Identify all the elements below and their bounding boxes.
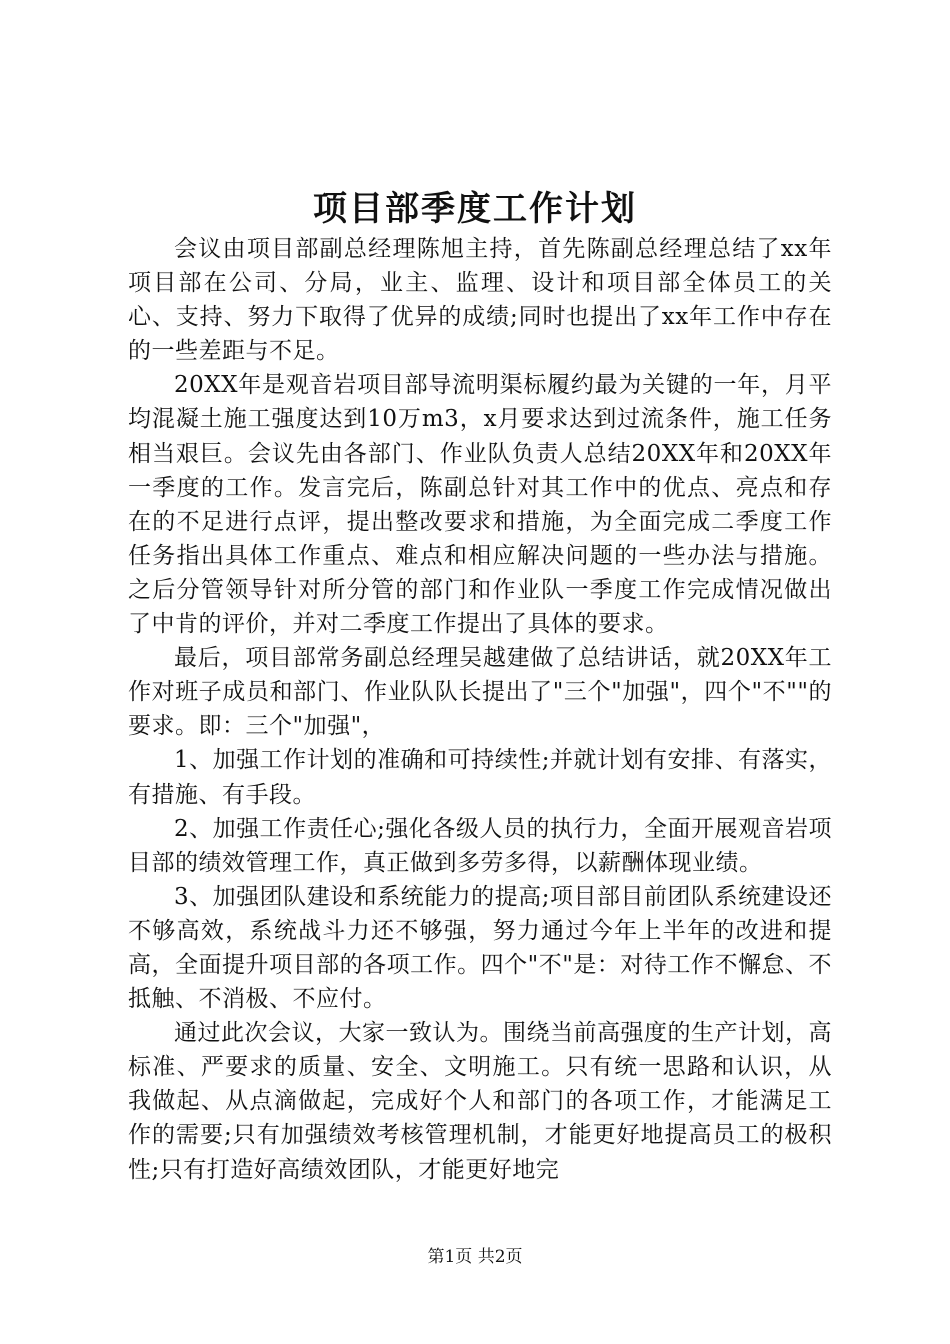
paragraph: 会议由项目部副总经理陈旭主持，首先陈副总经理总结了xx年项目部在公司、分局，业主、监理、设计和项目部全体员工的关心、支持、努力下取得了优异的成绩;同时也提出了xx年工作中存在的一些差距与不足。 [128, 236, 832, 365]
page-number-footer: 第1页 共2页 [427, 1247, 523, 1267]
paragraph: 最后，项目部常务副总经理吴越建做了总结讲话，就20XX年工作对班子成员和部门、作业队队长提出了"三个"加强"，四个"不""的要求。即：三个"加强"， [128, 645, 832, 740]
paragraph: 3、加强团队建设和系统能力的提高;项目部目前团队系统建设还不够高效，系统战斗力还不够强，努力通过今年上半年的改进和提高，全面提升项目部的各项工作。四个"不"是：对待工作不懈怠、不抵触、不消极、不应付。 [128, 883, 832, 1013]
document-title: 项目部季度工作计划 [313, 189, 637, 229]
paragraph: 20XX年是观音岩项目部导流明渠标履约最为关键的一年，月平均混凝土施工强度达到10万m3，x月要求达到过流条件，施工任务相当艰巨。会议先由各部门、作业队负责人总结20XX年和20XX年一季度的工作。发言完后，陈副总针对其工作中的优点、亮点和存在的不足进行点评，提出整改要求和措施，为全面完成二季度工作任务指出具体工作重点、难点和相应解决问题的一些办法与措施。之后分管领导针对所分管的部门和作业队一季度工作完成情况做出了中肯的评价，并对二季度工作提出了具体的要求。 [128, 372, 832, 638]
document-body [128, 232, 832, 1187]
paragraph: 1、加强工作计划的准确和可持续性;并就计划有安排、有落实，有措施、有手段。 [128, 747, 832, 808]
paragraph: 通过此次会议，大家一致认为。围绕当前高强度的生产计划，高标准、严要求的质量、安全、文明施工。只有统一思路和认识，从我做起、从点滴做起，完成好个人和部门的各项工作，才能满足工作的需要;只有加强绩效考核管理机制，才能更好地提高员工的极积性;只有打造好高绩效团队，才能更好地完 [128, 1020, 832, 1183]
paragraph: 2、加强工作责任心;强化各级人员的执行力，全面开展观音岩项目部的绩效管理工作，真正做到多劳多得，以薪酬体现业绩。 [128, 815, 832, 876]
